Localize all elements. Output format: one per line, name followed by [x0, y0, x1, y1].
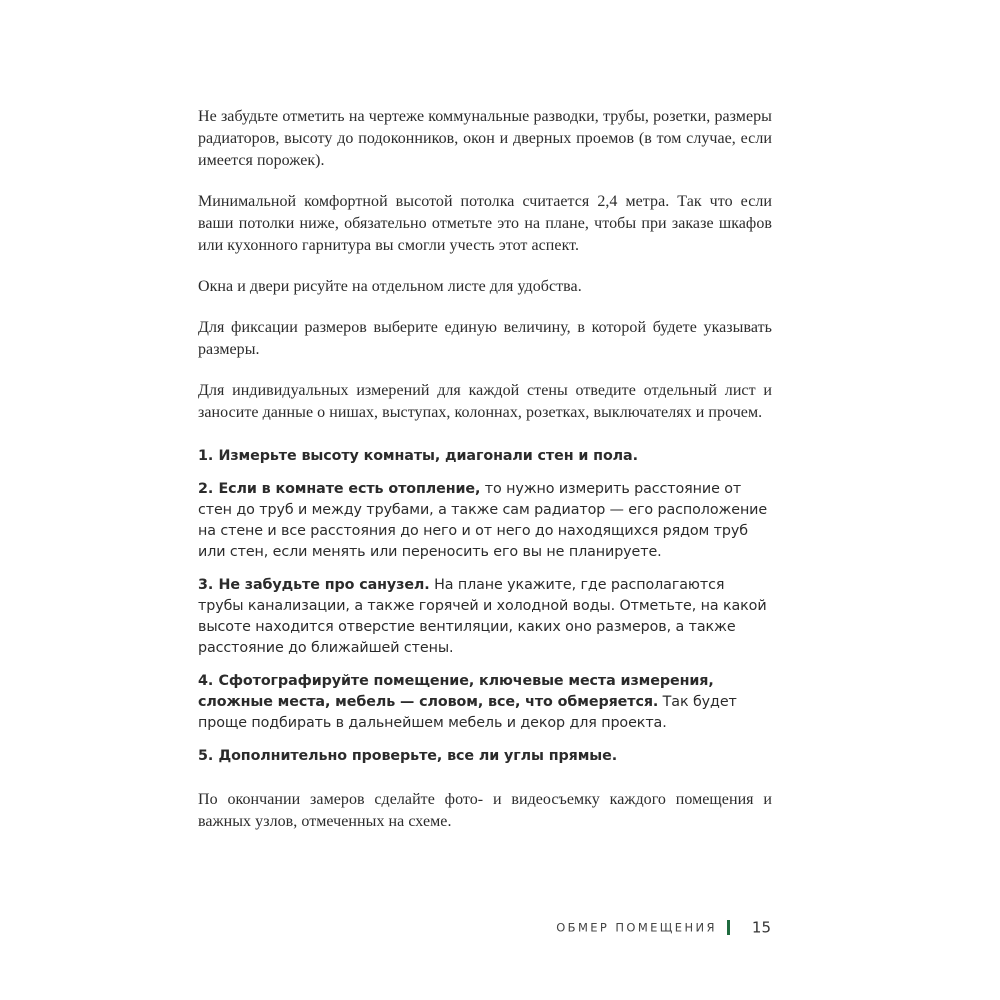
paragraph-windows-doors: Окна и двери рисуйте на отдельном листе для удобства.	[198, 278, 582, 295]
step-lead: Измерьте высоту комнаты, диагонали стен и пола.	[218, 448, 638, 464]
step-number: 4.	[198, 673, 214, 689]
paragraph-walls: Для индивидуальных измерений для каждой стены отведите отдельный лист и заносите данные о нишах, выступах, колоннах, розетках, выключателях и прочем.	[198, 382, 772, 421]
step-number: 2.	[198, 481, 214, 497]
step-lead: Сфотографируйте помещение, ключевые места измерения, сложные места, мебель — словом, все, что обмеряется.	[198, 673, 714, 710]
paragraph-ceiling-height: Минимальной комфортной высотой потолка считается 2,4 метра. Так что если ваши потолки ниже, обязательно отметьте это на плане, чтобы при заказе шкафов или кухонного гарнитура вы смогли учесть этот аспект.	[198, 193, 772, 254]
step-text: Так будет проще подбирать в дальнейшем мебель и декор для проекта.	[198, 694, 737, 731]
running-head: ОБМЕР ПОМЕЩЕНИЯ	[556, 920, 717, 935]
paragraph-closing: По окончании замеров сделайте фото- и видеосъемку каждого помещения и важных узлов, отмеченных на схеме.	[198, 791, 772, 830]
page-body	[198, 106, 772, 852]
footer-accent-bar	[727, 920, 730, 935]
list-item	[198, 671, 772, 734]
step-number: 1.	[198, 448, 214, 464]
step-lead: Не забудьте про санузел.	[218, 577, 430, 593]
step-number: 3.	[198, 577, 214, 593]
paragraph-units: Для фиксации размеров выберите единую величину, в которой будете указывать размеры.	[198, 319, 772, 358]
list-item	[198, 479, 772, 563]
step-lead: Дополнительно проверьте, все ли углы прямые.	[218, 748, 618, 764]
measurement-steps-list	[198, 446, 772, 767]
list-item	[198, 746, 772, 767]
page-footer	[0, 917, 771, 937]
step-lead: Если в комнате есть отопление,	[218, 481, 481, 497]
step-text: то нужно измерить расстояние от стен до труб и между трубами, а также сам радиатор — его расположение на стене и все расстояния до него и от него до находящихся рядом труб или стен, если менять или переносить его вы не планируете.	[198, 481, 768, 560]
step-text: На плане укажите, где располагаются трубы канализации, а также горячей и холодной воды. Отметьте, на какой высоте находится отверстие вентиляции, каких оно размеров, а также расстояние до ближайшей стены.	[198, 577, 767, 656]
list-item	[198, 575, 772, 659]
list-item	[198, 446, 772, 467]
paragraph-utilities: Не забудьте отметить на чертеже коммунальные разводки, трубы, розетки, размеры радиаторов, высоту до подоконников, окон и дверных проемов (в том случае, если имеется порожек).	[198, 108, 772, 169]
page-number: 15	[751, 918, 771, 937]
step-number: 5.	[198, 748, 214, 764]
